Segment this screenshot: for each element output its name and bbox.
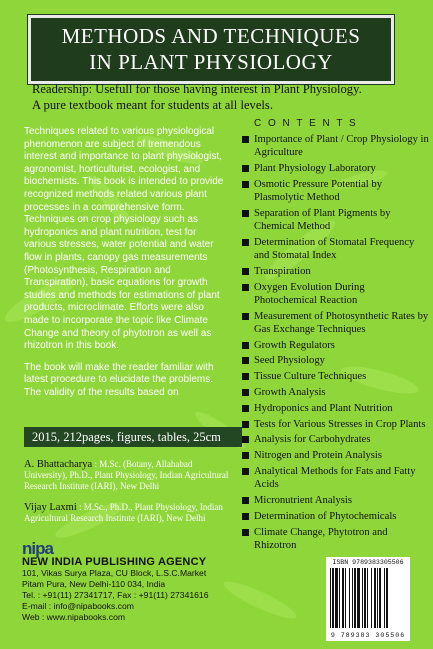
bullet-square-icon xyxy=(242,165,249,172)
barcode-bar xyxy=(354,568,356,628)
contents-item xyxy=(242,354,430,367)
bullet-square-icon xyxy=(242,513,249,520)
contents-item-label: Plant Physiology Laboratory xyxy=(254,163,376,174)
publisher-email: E-mail : info@nipabooks.com xyxy=(22,601,134,611)
publisher-logo: nipa xyxy=(22,539,53,558)
barcode-bar xyxy=(335,568,338,628)
contents-item-label: Determination of Phytochemicals xyxy=(254,510,397,522)
bullet-square-icon xyxy=(242,497,249,504)
bullet-square-icon xyxy=(242,373,249,380)
bullet-square-icon xyxy=(242,181,249,188)
contents-item xyxy=(242,526,430,552)
contents-item xyxy=(242,265,430,278)
isbn-label: ISBN 9789383305506 xyxy=(332,559,404,566)
publication-info-bar: 2015, 212pages, figures, tables, 25cm xyxy=(24,427,242,447)
contents-item-label: Transpiration xyxy=(254,265,311,277)
description-paragraph-2: The book will make the reader familiar with latest procedure to elucidate the problems. The validity of the results based on xyxy=(24,361,214,398)
author-name: A. Bhattacharya xyxy=(24,459,93,470)
bullet-square-icon xyxy=(242,239,249,246)
contents-item xyxy=(242,494,430,507)
contents-item xyxy=(242,370,430,383)
title-box xyxy=(28,15,394,84)
bullet-square-icon xyxy=(242,313,249,320)
author-entry xyxy=(24,502,234,524)
barcode-bar xyxy=(342,568,344,628)
isbn-barcode xyxy=(326,557,410,641)
barcode-bar xyxy=(349,568,350,628)
barcode-bar xyxy=(371,568,372,628)
description-paragraph-1: Techniques related to various physiological phenomenon are subject of tremendous interest and importance to plant physiologist, agronomist, horticulturist, ecologist, and biochemists. This book is intended to provide recognized methods related various plant processes in a comprehensive form. Techniques on crop physiology such as hydroponics and plant nutrition, test for various stresses, water potential and water flow in plants, canopy gas measurements (Photosynthesis, Respiration and Transpiration), basic equations for growth studies and methods for estimations of plant products, microclimate. Efforts were also made to incorporate the topic like Climate Change and theory of phytotron as well as rhizotron in this book. xyxy=(24,126,224,352)
contents-item-label: Osmotic Pressure Potential by Plasmolytic Method xyxy=(254,178,382,203)
barcode-bars xyxy=(330,568,406,628)
contents-item-label: Seed Physiology xyxy=(254,355,325,367)
contents-item-label: Measurement of Photosynthetic Rates by Gas Exchange Techniques xyxy=(254,310,429,335)
publisher-phone: Tel. : +91(11) 27341717, Fax : +91(11) 27341616 xyxy=(22,590,209,600)
bullet-square-icon xyxy=(242,210,249,217)
contents-item-label: Nitrogen and Protein Analysis xyxy=(254,450,382,462)
bullet-square-icon xyxy=(242,268,249,275)
barcode-bar xyxy=(362,568,363,628)
barcode-digits: 9 789383 305506 xyxy=(330,632,406,639)
book-title-line-2: IN PLANT PHYSIOLOGY xyxy=(89,50,333,74)
contents-item-label: Separation of Plant Pigments by Chemical Method xyxy=(254,207,391,232)
book-description xyxy=(24,126,230,399)
barcode-bar xyxy=(367,568,368,628)
bullet-square-icon xyxy=(242,468,249,475)
book-title-line-1: METHODS AND TECHNIQUES xyxy=(61,24,361,48)
bullet-square-icon xyxy=(242,357,249,364)
contents-item xyxy=(242,236,430,262)
barcode-bar xyxy=(357,568,360,628)
author-credentials: : M.Sc. (Botany, Allahabad University), Ph.D., Plant Physiology, Indian Agricultural Research Institute (IARI), New Delhi xyxy=(24,459,229,491)
bullet-square-icon xyxy=(242,389,249,396)
barcode-bar xyxy=(386,568,388,628)
barcode-bar xyxy=(345,568,346,628)
author-entry xyxy=(24,459,234,492)
bullet-square-icon xyxy=(242,405,249,412)
contents-item xyxy=(242,310,430,336)
contents-item-label: Micronutrient Analysis xyxy=(254,494,352,506)
bullet-square-icon xyxy=(242,452,249,459)
barcode-bar xyxy=(379,568,381,628)
contents-item-label: Determination of Stomatal Frequency and Stomatal Index xyxy=(254,236,415,261)
contents-heading: C O N T E N T S xyxy=(254,118,358,129)
contents-item xyxy=(242,465,430,491)
barcode-bar xyxy=(384,568,385,628)
bullet-square-icon xyxy=(242,136,249,143)
readership-note xyxy=(32,82,412,113)
barcode-bar xyxy=(352,568,353,628)
contents-item xyxy=(242,162,430,175)
publisher-address-2: Pitam Pura, New Delhi-110 034, India xyxy=(22,579,166,589)
author-credentials: : M.Sc., Ph.D., Plant Physiology, Indian Agricultural Research Institute (IARI), New Delhi xyxy=(24,502,223,523)
bullet-square-icon xyxy=(242,421,249,428)
contents-item-label: Analytical Methods for Fats and Fatty Acids xyxy=(254,465,416,491)
contents-item xyxy=(242,178,430,204)
bullet-square-icon xyxy=(242,342,249,349)
contents-item-label: Tests for Various Stresses in Crop Plants xyxy=(254,418,426,430)
contents-item xyxy=(242,133,430,159)
contents-item xyxy=(242,386,430,399)
contents-item-label: Growth Analysis xyxy=(254,386,326,398)
contents-item xyxy=(242,433,430,446)
barcode-bar xyxy=(332,568,334,628)
bullet-square-icon xyxy=(242,436,249,443)
contents-item-label: Tissue Culture Techniques xyxy=(254,371,367,383)
barcode-bar xyxy=(330,568,331,628)
barcode-bar xyxy=(364,568,366,628)
publisher-block xyxy=(22,556,262,623)
contents-item-label: Climate Change, Phytotron and Rhizotron xyxy=(254,526,388,551)
author-name: Vijay Laxmi xyxy=(24,502,77,513)
bullet-square-icon xyxy=(242,284,249,291)
contents-item-label: Growth Regulators xyxy=(254,339,335,351)
readership-line-1: Readership: Usefull for those having interest in Plant Physiology. xyxy=(32,82,362,96)
authors-block xyxy=(24,459,234,534)
contents-item-label: Hydroponics and Plant Nutrition xyxy=(254,402,393,414)
contents-list xyxy=(242,133,430,555)
contents-item-label: Oxygen Evolution During Photochemical Reaction xyxy=(254,281,365,306)
barcode-bar xyxy=(374,568,376,628)
contents-item xyxy=(242,339,430,352)
contents-item xyxy=(242,207,430,233)
readership-line-2: A pure textbook meant for students at all levels. xyxy=(32,97,273,112)
publisher-name: NEW INDIA PUBLISHING AGENCY xyxy=(22,556,207,568)
contents-item xyxy=(242,510,430,523)
publisher-address-1: 101, Vikas Surya Plaza, CU Block, L.S.C.Market xyxy=(22,568,207,578)
contents-item-label: Analysis for Carbohydrates xyxy=(254,434,371,446)
barcode-bar xyxy=(339,568,340,628)
publisher-web: Web : www.nipabooks.com xyxy=(22,612,126,622)
contents-item xyxy=(242,449,430,462)
contents-item xyxy=(242,418,430,431)
barcode-bar xyxy=(377,568,378,628)
bullet-square-icon xyxy=(242,529,249,536)
contents-item xyxy=(242,281,430,307)
contents-item xyxy=(242,402,430,415)
contents-item-label: Importance of Plant / Crop Physiology in Agriculture xyxy=(254,134,429,159)
